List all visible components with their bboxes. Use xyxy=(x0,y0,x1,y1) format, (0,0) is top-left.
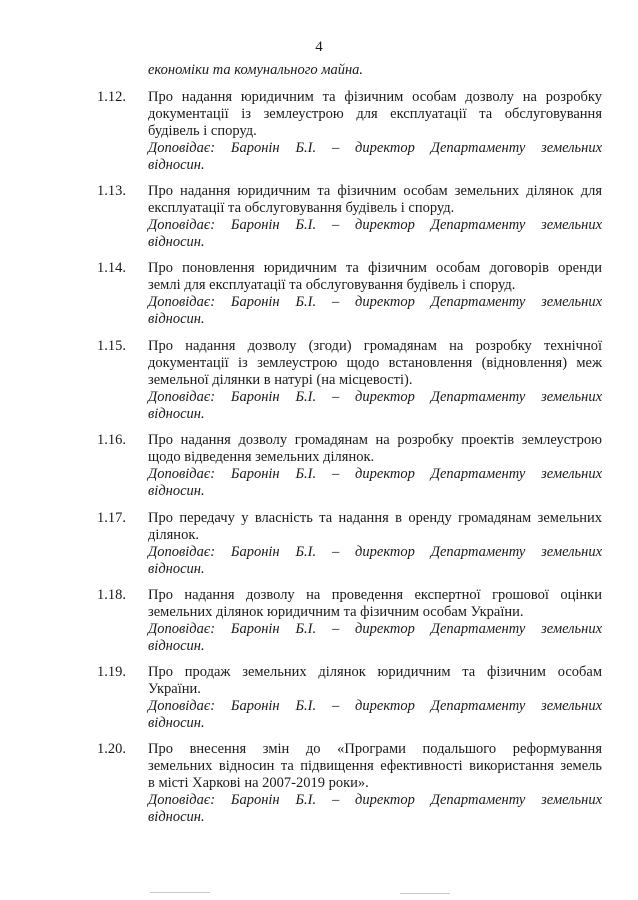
item-speaker xyxy=(148,621,602,655)
item-title xyxy=(148,741,602,792)
item-body xyxy=(148,510,602,578)
scan-artifact xyxy=(400,893,450,894)
item-body xyxy=(148,741,602,826)
item-title xyxy=(148,664,602,698)
title-line: ділянок. xyxy=(148,527,199,543)
title-line: документації із землеустрою щодо встановлення (відновлення) меж xyxy=(148,355,602,371)
speaker-line: відносин. xyxy=(148,157,205,173)
item-title xyxy=(148,260,602,294)
speaker-line: Доповідає: Баронін Б.І. – директор Департаменту земельних xyxy=(148,544,602,560)
title-line: Про поновлення юридичним та фізичним особам договорів оренди xyxy=(148,260,602,276)
item-number: 1.15. xyxy=(97,338,126,354)
item-speaker xyxy=(148,792,602,826)
title-line: землі для експлуатації та обслуговування будівель і споруд. xyxy=(148,277,516,293)
item-body xyxy=(148,664,602,732)
title-line: щодо відведення земельних ділянок. xyxy=(148,449,375,465)
item-body xyxy=(148,260,602,328)
item-speaker xyxy=(148,217,602,251)
continuation-text: економіки та комунального майна. xyxy=(148,62,364,78)
speaker-line: відносин. xyxy=(148,809,205,825)
item-title xyxy=(148,183,602,217)
page-number: 4 xyxy=(315,39,323,55)
item-speaker xyxy=(148,140,602,174)
item-speaker xyxy=(148,698,602,732)
title-line: експлуатації та обслуговування будівель і споруд. xyxy=(148,200,455,216)
item-speaker xyxy=(148,544,602,578)
item-body xyxy=(148,89,602,174)
title-line: будівель і споруд. xyxy=(148,123,257,139)
speaker-line: відносин. xyxy=(148,715,205,731)
speaker-line: відносин. xyxy=(148,234,205,250)
item-title xyxy=(148,89,602,140)
title-line: Про внесення змін до «Програми подальшого реформування xyxy=(148,741,602,757)
item-number: 1.20. xyxy=(97,741,126,757)
item-title xyxy=(148,432,602,466)
scan-artifact xyxy=(150,892,210,893)
item-speaker xyxy=(148,466,602,500)
title-line: Про надання юридичним та фізичним особам земельних ділянок для xyxy=(148,183,602,199)
title-line: Про надання дозволу на проведення експертної грошової оцінки xyxy=(148,587,602,603)
speaker-line: Доповідає: Баронін Б.І. – директор Департаменту земельних xyxy=(148,217,602,233)
speaker-line: відносин. xyxy=(148,406,205,422)
speaker-line: Доповідає: Баронін Б.І. – директор Департаменту земельних xyxy=(148,140,602,156)
title-line: земельних відносин та підвищення ефективності використання земель xyxy=(148,758,602,774)
item-number: 1.12. xyxy=(97,89,126,105)
item-title xyxy=(148,510,602,544)
item-number: 1.16. xyxy=(97,432,126,448)
item-body xyxy=(148,432,602,500)
speaker-line: відносин. xyxy=(148,483,205,499)
speaker-line: відносин. xyxy=(148,561,205,577)
title-line: документації із землеустрою для експлуатації та обслуговування xyxy=(148,106,602,122)
speaker-line: Доповідає: Баронін Б.І. – директор Департаменту земельних xyxy=(148,389,602,405)
title-line: України. xyxy=(148,681,201,697)
title-line: земельних ділянок юридичним та фізичним особам України. xyxy=(148,604,524,620)
item-title xyxy=(148,587,602,621)
speaker-line: відносин. xyxy=(148,638,205,654)
item-speaker xyxy=(148,389,602,423)
title-line: Про надання юридичним та фізичним особам дозволу на розробку xyxy=(148,89,602,105)
item-body xyxy=(148,587,602,655)
speaker-line: Доповідає: Баронін Б.І. – директор Департаменту земельних xyxy=(148,294,602,310)
title-line: Про передачу у власність та надання в оренду громадянам земельних xyxy=(148,510,602,526)
item-number: 1.18. xyxy=(97,587,126,603)
title-line: Про надання дозволу громадянам на розробку проектів землеустрою xyxy=(148,432,602,448)
item-speaker xyxy=(148,294,602,328)
item-title xyxy=(148,338,602,389)
speaker-line: відносин. xyxy=(148,311,205,327)
title-line: в місті Харкові на 2007-2019 роки». xyxy=(148,775,369,791)
speaker-line: Доповідає: Баронін Б.І. – директор Департаменту земельних xyxy=(148,792,602,808)
item-number: 1.14. xyxy=(97,260,126,276)
speaker-line: Доповідає: Баронін Б.І. – директор Департаменту земельних xyxy=(148,698,602,714)
item-body xyxy=(148,183,602,251)
item-number: 1.17. xyxy=(97,510,126,526)
speaker-line: Доповідає: Баронін Б.І. – директор Департаменту земельних xyxy=(148,621,602,637)
item-body xyxy=(148,338,602,423)
title-line: земельної ділянки в натурі (на місцевості). xyxy=(148,372,413,388)
item-number: 1.13. xyxy=(97,183,126,199)
item-number: 1.19. xyxy=(97,664,126,680)
title-line: Про продаж земельних ділянок юридичним та фізичним особам xyxy=(148,664,602,680)
title-line: Про надання дозволу (згоди) громадянам на розробку технічної xyxy=(148,338,602,354)
speaker-line: Доповідає: Баронін Б.І. – директор Департаменту земельних xyxy=(148,466,602,482)
